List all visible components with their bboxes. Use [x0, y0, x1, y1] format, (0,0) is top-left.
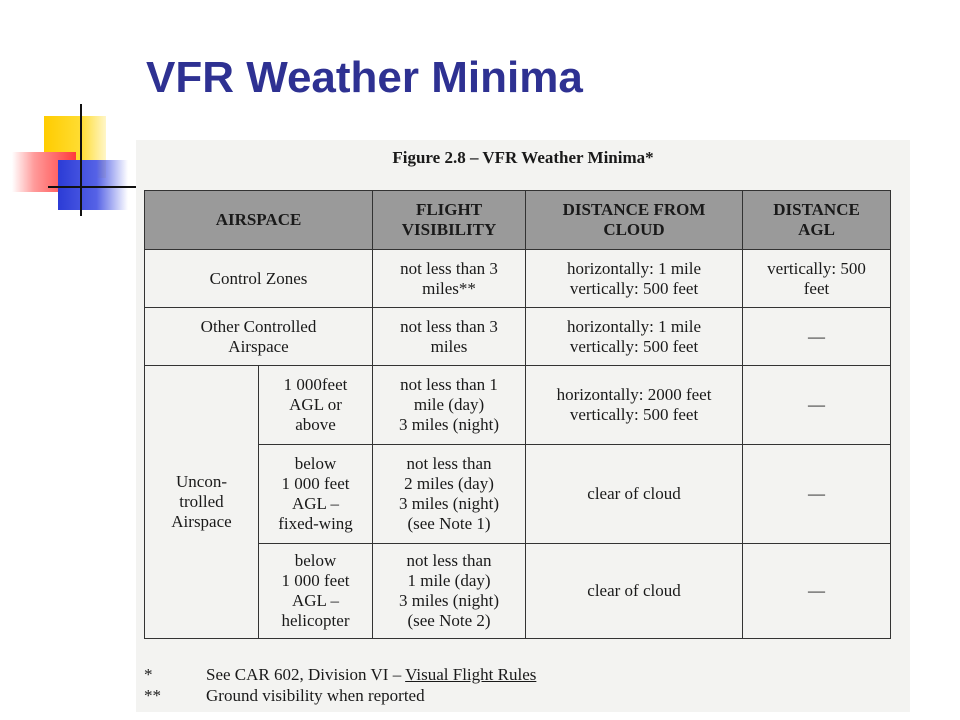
table-header-row: [145, 191, 891, 250]
airspace-cell: Other Controlled Airspace: [145, 308, 373, 366]
footnote: [144, 664, 536, 685]
scanned-figure: [136, 140, 910, 712]
visibility-cell: not less than 2 miles (day) 3 miles (night) (see Note 1): [373, 445, 526, 544]
footnote-text: [206, 664, 536, 685]
vfr-minima-table: [144, 190, 891, 639]
footnote: [144, 685, 536, 706]
horizontal-line-decoration: [48, 186, 136, 188]
visibility-cell: not less than 3 miles**: [373, 250, 526, 308]
cloud-distance-cell: horizontally: 2000 feet vertically: 500 feet: [526, 366, 743, 445]
header-distance-from-cloud: DISTANCE FROM CLOUD: [526, 191, 743, 250]
cloud-distance-cell: clear of cloud: [526, 544, 743, 639]
cloud-distance-cell: horizontally: 1 mile vertically: 500 feet: [526, 308, 743, 366]
table-row: [145, 250, 891, 308]
footnotes: [144, 664, 536, 706]
footnote-mark: **: [144, 686, 161, 705]
decorative-squares-logo: [0, 100, 140, 220]
header-flight-visibility: FLIGHT VISIBILITY: [373, 191, 526, 250]
footnote-mark: *: [144, 665, 153, 684]
sub-airspace-cell: 1 000feet AGL or above: [259, 366, 373, 445]
figure-caption: Figure 2.8 – VFR Weather Minima*: [392, 148, 654, 167]
agl-cell: —: [743, 445, 891, 544]
table-row: [145, 366, 891, 445]
blue-square-decoration: [58, 160, 128, 210]
table-row: [145, 308, 891, 366]
sub-airspace-cell: below 1 000 feet AGL – fixed-wing: [259, 445, 373, 544]
sub-airspace-cell: below 1 000 feet AGL – helicopter: [259, 544, 373, 639]
footnote-text: Ground visibility when reported: [206, 686, 425, 705]
uncontrolled-airspace-cell: Uncon- trolled Airspace: [145, 366, 259, 639]
cloud-distance-cell: clear of cloud: [526, 445, 743, 544]
agl-cell: —: [743, 308, 891, 366]
visibility-cell: not less than 1 mile (day) 3 miles (night): [373, 366, 526, 445]
header-distance-agl: DISTANCE AGL: [743, 191, 891, 250]
slide-title: VFR Weather Minima: [146, 53, 583, 102]
visual-flight-rules-reference: Visual Flight Rules: [405, 665, 537, 684]
agl-cell: —: [743, 544, 891, 639]
agl-cell: —: [743, 366, 891, 445]
cloud-distance-cell: horizontally: 1 mile vertically: 500 feet: [526, 250, 743, 308]
agl-cell: vertically: 500 feet: [743, 250, 891, 308]
header-airspace: AIRSPACE: [145, 191, 373, 250]
visibility-cell: not less than 1 mile (day) 3 miles (night) (see Note 2): [373, 544, 526, 639]
airspace-cell: Control Zones: [145, 250, 373, 308]
vertical-line-decoration: [80, 104, 82, 216]
visibility-cell: not less than 3 miles: [373, 308, 526, 366]
footnote-text-prefix: See CAR 602, Division VI –: [206, 665, 406, 684]
